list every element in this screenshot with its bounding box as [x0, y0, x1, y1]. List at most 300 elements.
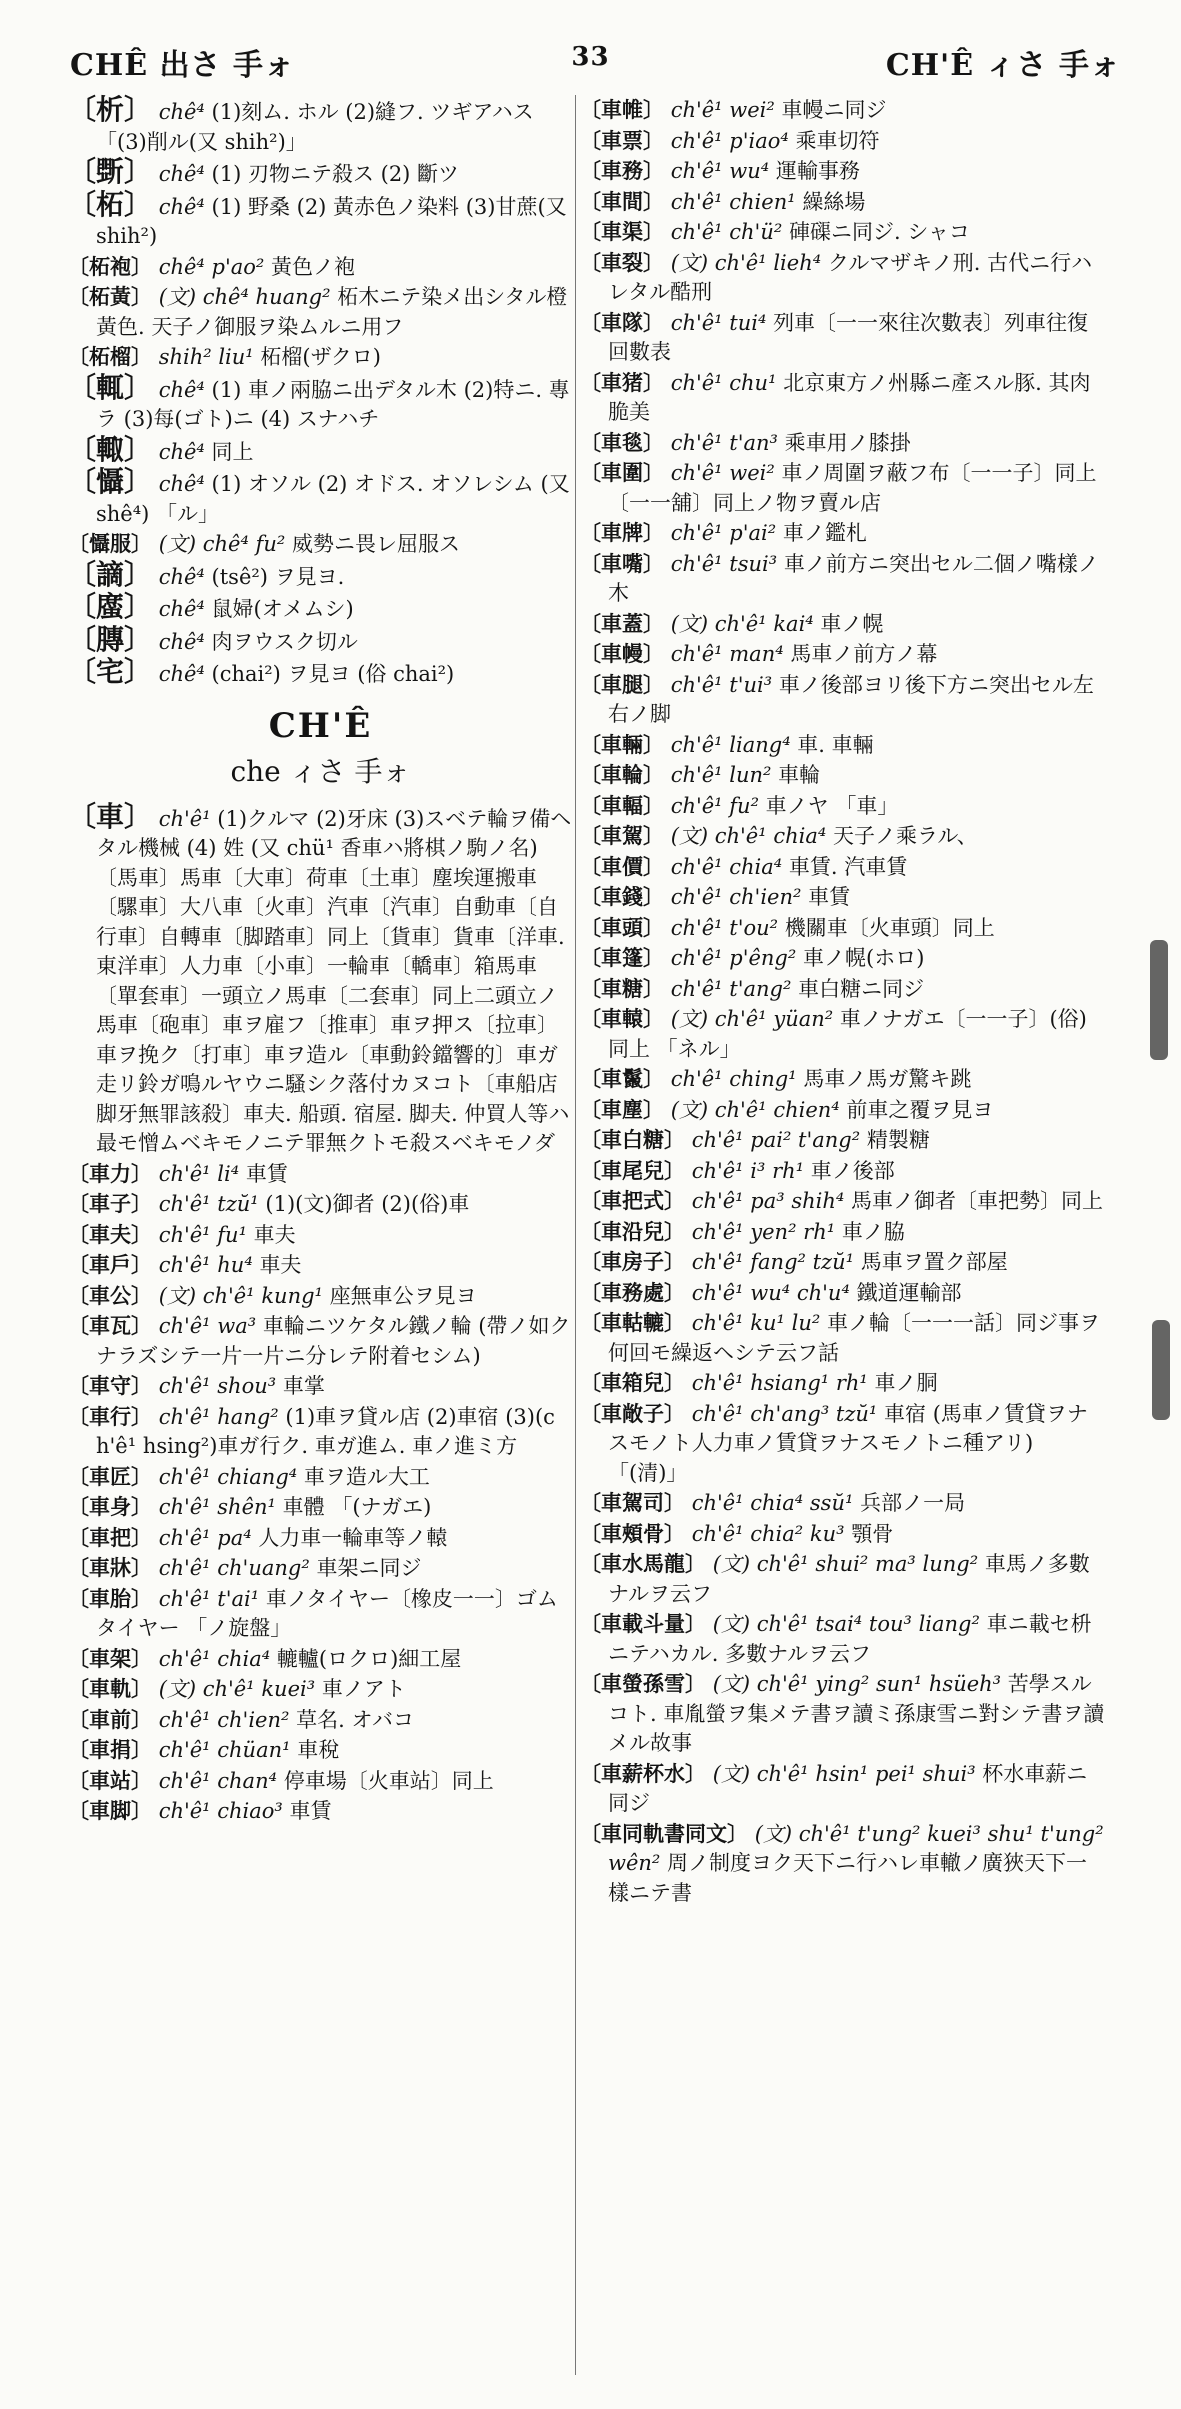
- right-entries: [580, 95, 1105, 1908]
- entry-definition: 前車之覆ヲ見ヨ: [846, 1097, 994, 1122]
- entry-definition: 車體 「(ナガエ): [282, 1495, 432, 1519]
- entry-romanization: ch'ê¹ chüan¹: [158, 1738, 291, 1762]
- entry-romanization: ch'ê¹ p'ai²: [670, 521, 777, 545]
- dictionary-entry: [68, 1766, 573, 1797]
- entry-romanization: (文) chê⁴ fu²: [158, 532, 286, 556]
- entry-definition: 肉ヲウスク切ル: [211, 629, 358, 654]
- entry-romanization: ch'ê¹ chia⁴ ssŭ¹: [691, 1491, 854, 1515]
- dictionary-entry: [580, 882, 1105, 913]
- entry-headword: 〔車錢〕: [580, 884, 664, 909]
- entry-romanization: ch'ê¹ ch'ien²: [158, 1707, 290, 1732]
- dictionary-entry: [580, 609, 1105, 640]
- entry-romanization: (文) ch'ê¹ yüan²: [670, 1007, 834, 1031]
- entry-headword: 〔車力〕: [68, 1160, 152, 1186]
- entry-romanization: chê⁴: [158, 439, 205, 464]
- entry-definition: 車架ニ同ジ: [316, 1556, 422, 1580]
- entry-headword: 〔車塵〕: [580, 1096, 664, 1122]
- dictionary-entry: [580, 1095, 1105, 1126]
- dictionary-entry: [580, 458, 1105, 518]
- scan-mark: [1152, 1320, 1170, 1420]
- entry-romanization: (文) ch'ê¹ t'ung² kuei³ shu¹ t'ung² wên²: [608, 1821, 1104, 1875]
- entry-definition: (1)クルマ (2)牙床 (3)スベテ輪ヲ備ヘタル機械 (4) 姓 (又 chü¹ 香車ハ將棋ノ駒ノ名) 〔馬車〕馬車〔大車〕荷車〔土車〕塵埃運搬車〔騾車〕大八車〔火車〕汽車〔汽車〕自動車〔自行車〕自轉車〔脚踏車〕同上〔貨車〕貨車〔洋車. 東洋車〕人力車〔小車〕一輪車〔轎車〕箱馬車〔單套車〕一頭立ノ馬車〔二套車〕同上二頭立ノ馬車〔砲車〕車ヲ雇フ〔推車〕車ヲ押ス〔拉車〕車ヲ挽ク〔打車〕車ヲ造ル〔車動鈴鐺響的〕車ガ走リ鈴ガ鳴ルヤウニ騷シク落付カヌコト〔車船店脚牙無罪該殺〕車夫. 船頭. 宿屋. 脚夫. 仲買人等ハ最モ憎ムベキモノニテ罪無クトモ殺スベキモノダ: [96, 806, 572, 1155]
- entry-headword: 〔車隊〕: [580, 309, 664, 335]
- entry-definition: 車白糖ニ同ジ: [798, 976, 925, 1001]
- entry-romanization: ch'ê¹ tzŭ¹: [158, 1192, 259, 1216]
- entry-definition: 車ノ前方ニ突出セル二個ノ嘴樣ノ木: [608, 551, 1099, 605]
- entry-definition: 車ノ後部: [810, 1158, 895, 1183]
- entry-romanization: ch'ê¹ ch'ang³ tzŭ¹: [691, 1401, 878, 1426]
- entry-romanization: ch'ê¹ ku¹ lu²: [691, 1311, 821, 1335]
- entry-headword: 〔柘黃〕: [68, 284, 152, 309]
- entry-definition: 車夫: [259, 1253, 302, 1277]
- entry-definition: 周ノ制度ヨク天下ニ行ハレ車轍ノ廣狹天下一樣ニテ書: [608, 1851, 1088, 1905]
- entry-romanization: ch'ê¹ tui⁴: [670, 310, 767, 335]
- entry-definition: 車稅: [297, 1738, 340, 1762]
- entry-definition: 車. 車輛: [797, 732, 874, 757]
- entry-headword: 〔懾服〕: [68, 531, 152, 556]
- dictionary-entry: [580, 217, 1105, 248]
- entry-romanization: ch'ê¹ hu⁴: [158, 1253, 253, 1277]
- dictionary-entry: [68, 282, 573, 342]
- entry-romanization: ch'ê¹ yen² rh¹: [691, 1219, 836, 1244]
- dictionary-entry: [580, 791, 1105, 822]
- entry-headword: 〔車篷〕: [580, 945, 664, 970]
- entry-romanization: ch'ê¹ t'an³: [670, 430, 778, 455]
- entry-headword: 〔車務處〕: [580, 1279, 685, 1305]
- entry-definition: (1) 車ノ兩脇ニ出デタル木 (2)特ニ. 專ラ (3)每(ゴト)ニ (4) スナハチ: [96, 377, 570, 431]
- entry-headword: 〔車捐〕: [68, 1737, 152, 1762]
- entry-headword: 〔車輪〕: [580, 762, 664, 787]
- left-column: [68, 95, 573, 1827]
- dictionary-entry: [580, 1368, 1105, 1399]
- dictionary-entry: [68, 370, 573, 435]
- entry-headword: 〔車幔〕: [580, 641, 664, 666]
- entry-definition: 車ノ輪〔一一一話〕同ジ事ヲ何回モ繰返ヘシテ云フ話: [608, 1311, 1100, 1365]
- dictionary-entry: [68, 657, 573, 690]
- entry-headword: 〔車螢孫雪〕: [580, 1671, 706, 1696]
- entry-romanization: ch'ê¹ shên¹: [158, 1495, 276, 1519]
- dictionary-entry: [580, 670, 1105, 730]
- dictionary-entry: [68, 1402, 573, 1462]
- entry-romanization: chê⁴: [158, 162, 205, 186]
- entry-definition: 車ノ脇: [841, 1219, 905, 1244]
- entry-romanization: ch'ê¹ fang² tzŭ¹: [691, 1250, 855, 1274]
- entry-definition: 車ノアト: [321, 1677, 406, 1701]
- dictionary-entry: [580, 1278, 1105, 1309]
- entry-romanization: ch'ê¹ pa⁴: [158, 1525, 252, 1550]
- entry-headword: 〔車房子〕: [580, 1249, 685, 1274]
- entry-romanization: ch'ê¹ chiang⁴: [158, 1464, 298, 1489]
- dictionary-entry: [68, 95, 573, 157]
- entry-headword: 〔車頰骨〕: [580, 1520, 685, 1546]
- entry-romanization: ch'ê¹ t'ou²: [670, 915, 779, 940]
- dictionary-entry: [580, 1004, 1105, 1064]
- entry-romanization: ch'ê¹ i³ rh¹: [691, 1158, 805, 1183]
- entry-headword: 〔車敞子〕: [580, 1400, 685, 1426]
- entry-definition: 車ノ幌(ホロ): [803, 946, 925, 970]
- entry-headword: 〔輒〕: [68, 370, 153, 404]
- entry-definition: 車宿 (馬車ノ賃貸ヲナスモノト人力車ノ賃貸ヲナスモノトニ種アリ) 「(清)」: [608, 1401, 1088, 1485]
- entry-headword: 〔車水馬龍〕: [580, 1551, 706, 1576]
- dictionary-entry: [68, 1462, 573, 1493]
- entry-definition: 馬車ノ御者〔車把勢〕同上: [850, 1189, 1103, 1213]
- entry-romanization: ch'ê¹ li⁴: [158, 1161, 240, 1186]
- entry-romanization: ch'ê¹ chan⁴: [158, 1768, 278, 1793]
- entry-headword: 〔車守〕: [68, 1373, 152, 1398]
- entry-romanization: (文) ch'ê¹ chien⁴: [670, 1097, 840, 1122]
- entry-headword: 〔車渠〕: [580, 219, 664, 244]
- entry-headword: 〔車身〕: [68, 1494, 152, 1519]
- entry-romanization: shih² liu¹: [158, 345, 254, 369]
- entry-romanization: (文) ch'ê¹ hsin¹ pei¹ shui³: [712, 1761, 976, 1786]
- left-top-entries: [68, 95, 573, 690]
- entry-definition: 車ノ鑑札: [782, 521, 867, 545]
- dictionary-entry: [580, 1399, 1105, 1489]
- entry-definition: 車賃. 汽車賃: [788, 854, 908, 879]
- entry-romanization: (文) ch'ê¹ kuei³: [158, 1677, 316, 1701]
- entry-definition: 車ノ胴: [874, 1371, 938, 1395]
- entry-definition: 兵部ノ一局: [860, 1491, 966, 1515]
- entry-headword: 〔車架〕: [68, 1645, 152, 1671]
- entry-definition: 乘車切符: [795, 128, 880, 153]
- entry-headword: 〔車票〕: [580, 127, 664, 153]
- entry-headword: 〔柘榴〕: [68, 344, 152, 369]
- entry-romanization: (文) ch'ê¹ chia⁴: [670, 824, 827, 848]
- entry-headword: 〔車輻〕: [580, 792, 664, 818]
- entry-romanization: ch'ê¹ ch'ü²: [670, 220, 783, 244]
- entry-headword: 〔輙〕: [68, 432, 153, 466]
- entry-definition: 天子ノ乘ラル、: [832, 824, 978, 848]
- entry-headword: 〔膞〕: [68, 622, 153, 656]
- entry-headword: 〔車糖〕: [580, 975, 664, 1001]
- entry-definition: 精製糖: [866, 1128, 930, 1152]
- dictionary-entry: [580, 852, 1105, 883]
- entry-definition: 轆轤(ロクロ)細工屋: [276, 1646, 462, 1671]
- entry-headword: 〔車站〕: [68, 1767, 152, 1793]
- dictionary-entry: [68, 1796, 573, 1827]
- entry-headword: 〔車鬣〕: [580, 1066, 664, 1091]
- entry-definition: 列車〔一一來往次數表〕列車往復回數表: [608, 310, 1089, 364]
- entry-romanization: ch'ê¹ lun²: [670, 763, 772, 787]
- dictionary-entry: [580, 308, 1105, 368]
- entry-romanization: chê⁴: [158, 100, 205, 124]
- entry-headword: 〔柘袍〕: [68, 253, 152, 279]
- entry-definition: クルマザキノ刑. 古代ニ行ハレタル酷刑: [608, 250, 1093, 304]
- entry-definition: 人力車一輪車等ノ轅: [258, 1525, 448, 1550]
- entry-romanization: ch'ê¹ chia² ku³: [691, 1521, 845, 1546]
- entry-romanization: ch'ê¹ chiao³: [158, 1799, 283, 1823]
- entry-romanization: ch'ê¹ hsiang¹ rh¹: [691, 1371, 868, 1395]
- dictionary-entry: [68, 557, 573, 593]
- entry-definition: (1)(文)御者 (2)(俗)車: [265, 1192, 470, 1216]
- entry-definition: 威勢ニ畏レ屈服ス: [291, 532, 460, 556]
- dictionary-entry: [580, 1156, 1105, 1187]
- dictionary-entry: [580, 1488, 1105, 1519]
- dictionary-entry: [68, 1644, 573, 1675]
- entry-headword: 〔車箱兒〕: [580, 1370, 685, 1395]
- dictionary-entry: [580, 1819, 1105, 1909]
- dictionary-entry: [580, 1669, 1105, 1759]
- entry-headword: 〔車〕: [68, 799, 153, 833]
- entry-definition: 馬車ノ前方ノ幕: [790, 642, 938, 666]
- entry-definition: 顎骨: [851, 1521, 894, 1546]
- dictionary-entry: [68, 432, 573, 468]
- entry-romanization: ch'ê¹ ch'uang²: [158, 1556, 310, 1580]
- entry-definition: 車夫: [253, 1222, 296, 1247]
- dictionary-entry: [68, 1674, 573, 1705]
- entry-romanization: chê⁴: [158, 662, 205, 686]
- entry-headword: 〔柘〕: [68, 187, 153, 221]
- entry-headword: 〔車軲轆〕: [580, 1310, 685, 1335]
- entry-definition: 鼠婦(オメムシ): [211, 597, 354, 621]
- dictionary-entry: [68, 1735, 573, 1766]
- dictionary-entry: [580, 126, 1105, 157]
- entry-headword: 〔車頭〕: [580, 914, 664, 940]
- entry-definition: 車掌: [282, 1374, 325, 1398]
- dictionary-entry: [68, 1159, 573, 1190]
- entry-headword: 〔䗪〕: [68, 590, 153, 623]
- entry-headword: 〔車行〕: [68, 1403, 152, 1429]
- entry-romanization: ch'ê¹ chia⁴: [670, 854, 783, 879]
- entry-romanization: ch'ê¹ hang²: [158, 1404, 279, 1429]
- dictionary-entry: [580, 1549, 1105, 1609]
- entry-headword: 〔車脚〕: [68, 1798, 152, 1823]
- entry-headword: 〔車牀〕: [68, 1555, 152, 1580]
- dictionary-entry: [68, 622, 573, 658]
- entry-headword: 〔車胎〕: [68, 1585, 152, 1611]
- dictionary-entry: [68, 1311, 573, 1371]
- left-bottom-entries: [68, 799, 573, 1827]
- entry-romanization: ch'ê¹ fu²: [670, 793, 759, 818]
- entry-romanization: chê⁴ p'ao²: [158, 254, 265, 279]
- entry-definition: 車ノ後部ヨリ後下方ニ突出セル左右ノ脚: [608, 672, 1094, 726]
- entry-definition: (tsê²) ヲ見ヨ.: [211, 564, 345, 589]
- entry-headword: 〔車輛〕: [580, 731, 664, 757]
- entry-definition: 鐵道運輸部: [856, 1280, 962, 1305]
- dictionary-entry: [580, 1759, 1105, 1819]
- entry-romanization: chê⁴: [158, 377, 205, 402]
- entry-definition: 馬車ノ馬ガ驚キ跳: [803, 1067, 972, 1091]
- entry-romanization: ch'ê¹ wa³: [158, 1314, 257, 1338]
- entry-romanization: ch'ê¹ pa³ shih⁴: [691, 1189, 845, 1213]
- entry-definition: 車ノヤ 「車」: [765, 793, 899, 818]
- entry-definition: 停車場〔火車站〕同上: [283, 1768, 494, 1793]
- entry-romanization: (文) ch'ê¹ kung¹: [158, 1283, 323, 1308]
- dictionary-entry: [580, 943, 1105, 974]
- entry-headword: 〔車子〕: [68, 1191, 152, 1216]
- entry-romanization: ch'ê¹ wei²: [670, 98, 775, 122]
- dictionary-entry: [580, 974, 1105, 1005]
- entry-definition: 車賃: [808, 885, 851, 909]
- entry-headword: 〔車轅〕: [580, 1006, 664, 1031]
- dictionary-entry: [580, 518, 1105, 549]
- entry-headword: 〔車白糖〕: [580, 1127, 685, 1152]
- entry-headword: 〔懾〕: [68, 465, 153, 498]
- entry-definition: 硨磲ニ同ジ. シャコ: [788, 220, 970, 244]
- dictionary-entry: [68, 799, 573, 1159]
- entry-definition: 機關車〔火車頭〕同上: [784, 915, 995, 940]
- entry-romanization: ch'ê¹ chia⁴: [158, 1646, 271, 1671]
- entry-definition: 車ニ載セ枡ニテハカル. 多數ナルヲ云フ: [608, 1612, 1092, 1666]
- entry-romanization: (文) ch'ê¹ kai⁴: [670, 611, 814, 636]
- dictionary-entry: [580, 1609, 1105, 1669]
- dictionary-entry: [580, 428, 1105, 459]
- entry-definition: 座無車公ヲ見ヨ: [329, 1283, 477, 1308]
- entry-romanization: ch'ê¹ man⁴: [670, 642, 784, 666]
- entry-romanization: ch'ê¹ p'êng²: [670, 946, 797, 970]
- dictionary-entry: [580, 1247, 1105, 1278]
- entry-definition: 車幔ニ同ジ: [781, 98, 887, 122]
- entry-definition: 苦學スルコト. 車胤螢ヲ集メテ書ヲ讀ミ孫康雪ニ對シテ書ヲ讀メル故事: [608, 1672, 1105, 1755]
- entry-headword: 〔車駕司〕: [580, 1490, 685, 1515]
- entry-romanization: chê⁴: [158, 472, 205, 496]
- entry-definition: 車輪: [778, 763, 821, 787]
- entry-romanization: ch'ê¹ pai² t'ang²: [691, 1128, 861, 1152]
- entry-definition: (1) 野桑 (2) 黃赤色ノ染料 (3)甘蔗(又 shih²): [96, 194, 567, 248]
- dictionary-entry: [68, 1523, 573, 1554]
- dictionary-entry: [580, 1519, 1105, 1550]
- entry-headword: 〔車匠〕: [68, 1463, 152, 1489]
- entry-definition: 北京東方ノ州縣ニ產スル豚. 其肉脆美: [608, 370, 1091, 424]
- entry-definition: 黃色ノ袍: [270, 254, 355, 279]
- dictionary-entry: [68, 529, 573, 560]
- entry-romanization: chê⁴: [158, 629, 205, 654]
- entry-definition: 車賃: [245, 1161, 288, 1186]
- dictionary-entry: [68, 1553, 573, 1584]
- entry-headword: 〔車公〕: [68, 1282, 152, 1308]
- entry-definition: 乘車用ノ膝掛: [784, 430, 911, 455]
- dictionary-entry: [580, 549, 1105, 609]
- entry-headword: 〔車價〕: [580, 853, 664, 879]
- dictionary-entry: [580, 1125, 1105, 1156]
- entry-definition: (chai²) ヲ見ヨ (俗 chai²): [211, 662, 455, 686]
- entry-headword: 〔車牌〕: [580, 520, 664, 545]
- dictionary-entry: [580, 368, 1105, 428]
- dictionary-entry: [580, 1186, 1105, 1217]
- dictionary-entry: [68, 1371, 573, 1402]
- entry-definition: 柘木ニテ染メ出シタル橙黃色. 天子ノ御服ヲ染ムルニ用フ: [96, 285, 568, 339]
- entry-romanization: ch'ê¹ t'ang²: [670, 976, 792, 1001]
- section-subtitle: che ィさ 手ォ: [230, 754, 411, 788]
- entry-definition: 繰絲場: [802, 189, 866, 214]
- entry-headword: 〔車載斗量〕: [580, 1611, 706, 1636]
- dictionary-entry: [68, 342, 573, 373]
- entry-headword: 〔車猪〕: [580, 369, 664, 395]
- entry-definition: 運輸事務: [775, 159, 860, 183]
- entry-headword: 〔車瓦〕: [68, 1313, 152, 1338]
- dictionary-entry: [580, 187, 1105, 218]
- dictionary-entry: [580, 248, 1105, 308]
- entry-romanization: (文) ch'ê¹ lieh⁴: [670, 250, 822, 275]
- entry-headword: 〔車駕〕: [580, 823, 664, 848]
- entry-romanization: ch'ê¹ wu⁴ ch'u⁴: [691, 1280, 850, 1305]
- entry-definition: 馬車ヲ置ク部屋: [860, 1250, 1008, 1274]
- entry-headword: 〔宅〕: [68, 655, 153, 688]
- dictionary-entry: [580, 1308, 1105, 1368]
- dictionary-entry: [68, 252, 573, 283]
- entry-headword: 〔車薪杯水〕: [580, 1760, 706, 1786]
- entry-romanization: ch'ê¹ liang⁴: [670, 732, 791, 757]
- entry-romanization: chê⁴: [158, 194, 205, 219]
- entry-headword: 〔車沿兒〕: [580, 1218, 685, 1244]
- entry-headword: 〔車蓋〕: [580, 610, 664, 636]
- dictionary-entry: [68, 1220, 573, 1251]
- entry-headword: 〔車毯〕: [580, 429, 664, 455]
- dictionary-entry: [580, 760, 1105, 791]
- entry-romanization: ch'ê¹ ching¹: [670, 1067, 797, 1091]
- dictionary-entry: [68, 187, 573, 252]
- header-right: CH'Ê ィさ 手ォ: [885, 48, 1121, 83]
- dictionary-entry: [68, 1281, 573, 1312]
- entry-headword: 〔謫〕: [68, 557, 153, 591]
- entry-headword: 〔車前〕: [68, 1706, 152, 1732]
- entry-definition: 杯水車薪ニ同ジ: [608, 1761, 1088, 1815]
- section-title: CH'Ê: [268, 705, 373, 746]
- entry-definition: 車ノナガエ〔一一子〕(俗)同上 「ネル」: [608, 1007, 1087, 1061]
- page-number: 33: [571, 42, 610, 72]
- entry-romanization: ch'ê¹ wu⁴: [670, 159, 770, 183]
- entry-romanization: (文) ch'ê¹ shui² ma³ lung²: [712, 1552, 979, 1576]
- entry-headword: 〔車戶〕: [68, 1252, 152, 1277]
- entry-romanization: (文) chê⁴ huang²: [158, 285, 331, 309]
- entry-definition: 車賃: [289, 1799, 332, 1823]
- entry-definition: (1) 刃物ニテ殺ス (2) 斷ツ: [211, 162, 460, 186]
- entry-headword: 〔車尾兒〕: [580, 1157, 685, 1183]
- dictionary-entry: [580, 156, 1105, 187]
- entry-romanization: chê⁴: [158, 564, 205, 589]
- entry-romanization: ch'ê¹ ch'ien²: [670, 885, 802, 909]
- entry-definition: (1)車ヲ貸ル店 (2)車宿 (3)(ch'ê¹ hsing²)車ガ行ク. 車ガ進ム. 車ノ進ミ方: [96, 1404, 555, 1458]
- entry-headword: 〔車同軌書同文〕: [580, 1820, 748, 1846]
- dictionary-entry: [580, 913, 1105, 944]
- entry-romanization: ch'ê¹ tsui³: [670, 551, 778, 576]
- entry-headword: 〔車帷〕: [580, 97, 664, 122]
- entry-romanization: ch'ê¹ t'ai¹: [158, 1586, 260, 1611]
- dictionary-entry: [580, 730, 1105, 761]
- entry-definition: 車ノ周圍ヲ蔽フ布〔一一子〕同上〔一一舖〕同上ノ物ヲ賣ル店: [608, 461, 1097, 515]
- entry-headword: 〔車腿〕: [580, 671, 664, 697]
- entry-definition: 車ノタイヤー〔橡皮一一〕ゴムタイヤー 「ノ旋盤」: [96, 1586, 558, 1640]
- dictionary-entry: [68, 157, 573, 190]
- entry-romanization: ch'ê¹ chu¹: [670, 370, 777, 395]
- entry-definition: 同上: [211, 439, 254, 464]
- dictionary-entry: [68, 1189, 573, 1220]
- entry-definition: 柘榴(ザクロ): [260, 345, 381, 369]
- right-column: [580, 95, 1105, 1908]
- entry-romanization: ch'ê¹: [158, 806, 211, 831]
- entry-definition: 車馬ノ多數ナルヲ云フ: [608, 1552, 1090, 1606]
- entry-definition: (1)刻ム. ホル (2)縫フ. ツギアハス 「(3)削ル(又 shih²)」: [96, 100, 534, 154]
- dictionary-entry: [68, 1250, 573, 1281]
- entry-headword: 〔車務〕: [580, 158, 664, 183]
- entry-headword: 〔車裂〕: [580, 249, 664, 275]
- dictionary-entry: [68, 1492, 573, 1523]
- column-divider: [575, 95, 576, 2375]
- entry-headword: 〔車軌〕: [68, 1676, 152, 1701]
- entry-romanization: ch'ê¹ shou³: [158, 1374, 277, 1398]
- dictionary-entry: [68, 467, 573, 529]
- dictionary-entry: [580, 1217, 1105, 1248]
- entry-romanization: chê⁴: [158, 597, 205, 621]
- entry-definition: (1) オソル (2) オドス. オソレシム (又 shê⁴) 「ル」: [96, 472, 570, 526]
- entry-romanization: ch'ê¹ fu¹: [158, 1222, 247, 1247]
- dictionary-entry: [68, 1584, 573, 1644]
- entry-definition: 車輪ニツケタル鐵ノ輪 (帶ノ如クナラズシテ一片一片ニ分レテ附着セシム): [96, 1314, 571, 1368]
- entry-romanization: (文) ch'ê¹ ying² sun¹ hsüeh³: [712, 1672, 1002, 1696]
- entry-headword: 〔車把〕: [68, 1524, 152, 1550]
- dictionary-entry: [580, 821, 1105, 852]
- scan-mark: [1150, 940, 1168, 1060]
